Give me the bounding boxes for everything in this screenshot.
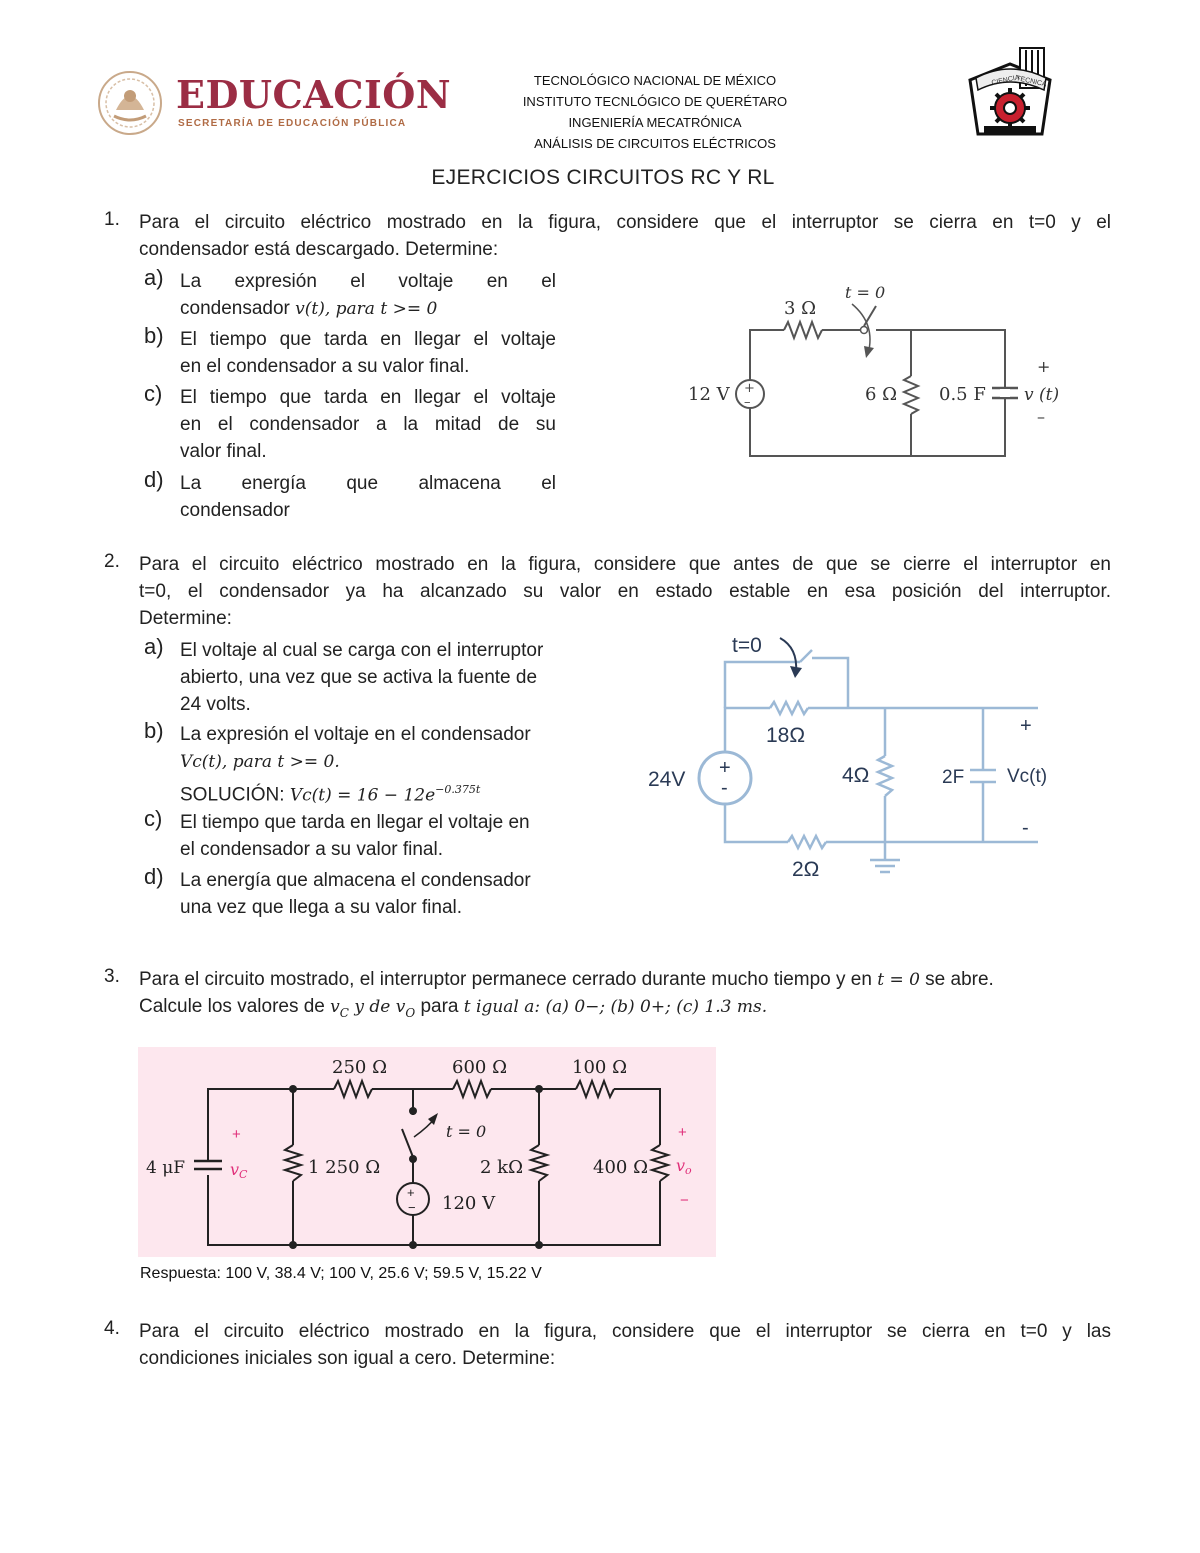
q2c-line2: el condensador a su valor final. [180, 839, 443, 860]
r2-label: 4Ω [842, 764, 870, 787]
v-plus: + [1037, 357, 1051, 376]
r2-label: 600 Ω [452, 1057, 508, 1078]
item-letter: d) [144, 467, 164, 492]
seal-text-left: CIENCIA [990, 74, 1021, 87]
cap-label: 4 μF [146, 1158, 186, 1178]
q2a-line3: 24 volts. [180, 694, 251, 715]
q1a-line2 [180, 295, 556, 323]
source-label: 24V [648, 768, 686, 791]
q2-circuit-diagram [640, 628, 1060, 888]
voltage-label: Vc(t) [1007, 766, 1048, 787]
item-letter: a) [144, 634, 164, 659]
cap-label: 0.5 F [939, 384, 986, 405]
q2c-line1: El tiempo que tarda en llegar el voltaje en [180, 812, 530, 833]
item-letter: c) [144, 381, 163, 406]
q1c-line1: El tiempo que tarda en llegar el voltaje [180, 387, 556, 408]
q2a-line2: abierto, una vez que se activa la fuente de [180, 667, 538, 688]
q1-line2: condensador está descargado. Determine: [139, 239, 499, 260]
v-minus: – [1037, 407, 1045, 426]
source-plus: + [719, 757, 731, 779]
source-label: 120 V [442, 1193, 496, 1214]
r3-label: 2Ω [792, 858, 820, 881]
r6-label: 400 Ω [593, 1157, 649, 1178]
source-plus: + [407, 1185, 415, 1200]
item-letter: c) [144, 806, 163, 831]
institution-line: INSTITUTO TECNLÓGICO DE QUERÉTARO [522, 94, 788, 109]
q3-sub: C [339, 1005, 349, 1020]
q3-sub: O [405, 1005, 416, 1020]
q2b-line1: La expresión el voltaje en el condensador [180, 724, 531, 745]
q2b-math: Vc(t), para t >= 0. [180, 752, 340, 772]
r1-label: 250 Ω [332, 1057, 388, 1078]
q1d-line1: La energía que almacena el [180, 473, 556, 494]
source-plus: + [744, 381, 755, 396]
source-minus: – [744, 395, 751, 410]
v-minus: - [1022, 817, 1029, 839]
q3-answer: Respuesta: 100 V, 38.4 V; 100 V, 25.6 V; 59.5 V, 15.22 V [140, 1265, 542, 1282]
q3-math: v [330, 997, 340, 1017]
institution-block [450, 70, 860, 154]
question-number: 1. [104, 209, 120, 230]
q2-line2: t=0, el condensador ya ha alcanzado su valor en estado estable en esa posición del interruptor. [139, 581, 1111, 602]
vc-subscript: C [239, 1168, 248, 1181]
q3-text-end: se abre. [919, 969, 994, 990]
q3-circuit-diagram [138, 1047, 716, 1257]
voltage-label: v (t) [1024, 385, 1060, 405]
q3-math: t igual a: (a) 0−; (b) 0+; (c) 1.3 ms. [463, 997, 768, 1017]
switch-label: t = 0 [446, 1122, 487, 1141]
vc-plus: + [232, 1126, 241, 1143]
q3-line2 [139, 993, 1119, 1027]
solution-math: Vc(t) = 16 − 12e [289, 785, 436, 806]
q2-line1: Para el circuito eléctrico mostrado en la figura, considere que antes de que se cierre el interruptor en [139, 554, 1111, 575]
switch-label: t = 0 [845, 283, 886, 302]
r4-label: 1 250 Ω [308, 1157, 381, 1178]
r3-label: 100 Ω [572, 1057, 628, 1078]
item-letter: d) [144, 864, 164, 889]
q3-line1 [139, 966, 1119, 994]
switch-label: t=0 [732, 634, 762, 657]
q1b-line2: en el condensador a su valor final. [180, 356, 470, 377]
q2b-solution [180, 776, 590, 809]
q3-math: t = 0 [877, 970, 920, 990]
item-letter: a) [144, 265, 164, 290]
mexico-seal-icon [96, 70, 166, 136]
vo-plus: + [678, 1124, 687, 1141]
q2a-line1: El voltaje al cual se carga con el interruptor [180, 640, 544, 661]
cap-label: 2F [942, 767, 965, 788]
q2b-line2 [180, 748, 590, 776]
institution-line: INGENIERÍA MECATRÓNICA [568, 115, 742, 130]
institution-line: TECNOLÓGICO NACIONAL DE MÉXICO [533, 73, 777, 88]
sep-logo [96, 68, 452, 138]
source-minus: − [408, 1200, 416, 1215]
item-letter: b) [144, 323, 164, 348]
q2-line3: Determine: [139, 608, 232, 629]
solution-exponent: −0.375t [435, 783, 481, 796]
q2d-line2: una vez que llega a su valor final. [180, 897, 463, 918]
q3-text: Calcule los valores de [139, 996, 331, 1017]
q1c-line2: en el condensador a la mitad de su [180, 414, 556, 435]
vo-minus: − [680, 1192, 689, 1209]
r5-label: 2 kΩ [480, 1157, 524, 1178]
question-number: 2. [104, 551, 120, 572]
q1a-math: v(t), para t >= 0 [295, 299, 438, 319]
source-minus: - [721, 777, 728, 799]
page-title: EJERCICIOS CIRCUITOS RC Y RL [431, 166, 775, 189]
v-plus: + [1020, 715, 1032, 737]
q3-math: y de v [348, 997, 406, 1017]
q1b-line1: El tiempo que tarda en llegar el voltaje [180, 329, 556, 350]
itq-seal [962, 42, 1058, 142]
r1-label: 3 Ω [784, 298, 817, 319]
vo-subscript: o [685, 1164, 692, 1177]
q3-text: para [415, 996, 464, 1017]
q1c-line3: valor final. [180, 441, 267, 462]
logo-title: EDUCACIÓN [176, 72, 452, 117]
seal-text-right: TECNICA [1015, 75, 1048, 89]
r2-label: 6 Ω [865, 384, 898, 405]
q1-line1: Para el circuito eléctrico mostrado en la figura, considere que el interruptor se cierra en t=0 y el [139, 212, 1111, 233]
q3-text: Para el circuito mostrado, el interruptor permanece cerrado durante mucho tiempo y en [139, 969, 878, 990]
q2d-line1: La energía que almacena el condensador [180, 870, 531, 891]
q4-line2: condiciones iniciales son igual a cero. Determine: [139, 1348, 556, 1369]
logo-subtitle: SECRETARÍA DE EDUCACIÓN PÚBLICA [178, 118, 407, 129]
q1-circuit-diagram [680, 276, 1080, 466]
q1a-line1: La expresión el voltaje en el [180, 271, 556, 292]
item-letter: b) [144, 718, 164, 743]
q4-line1: Para el circuito eléctrico mostrado en la figura, considere que el interruptor se cierra en t=0 y las [139, 1321, 1111, 1342]
source-label: 12 V [688, 384, 730, 405]
solution-label: SOLUCIÓN: [180, 784, 290, 806]
question-number: 3. [104, 966, 120, 987]
question-number: 4. [104, 1318, 120, 1339]
r1-label: 18Ω [766, 724, 806, 747]
vo-symbol: v [676, 1156, 686, 1175]
itq-seal-icon [962, 42, 1058, 142]
q1a-text: condensador [180, 298, 296, 319]
q1d-line2: condensador [180, 500, 290, 521]
institution-line: ANÁLISIS DE CIRCUITOS ELÉCTRICOS [534, 136, 776, 151]
vc-symbol: v [230, 1160, 240, 1179]
